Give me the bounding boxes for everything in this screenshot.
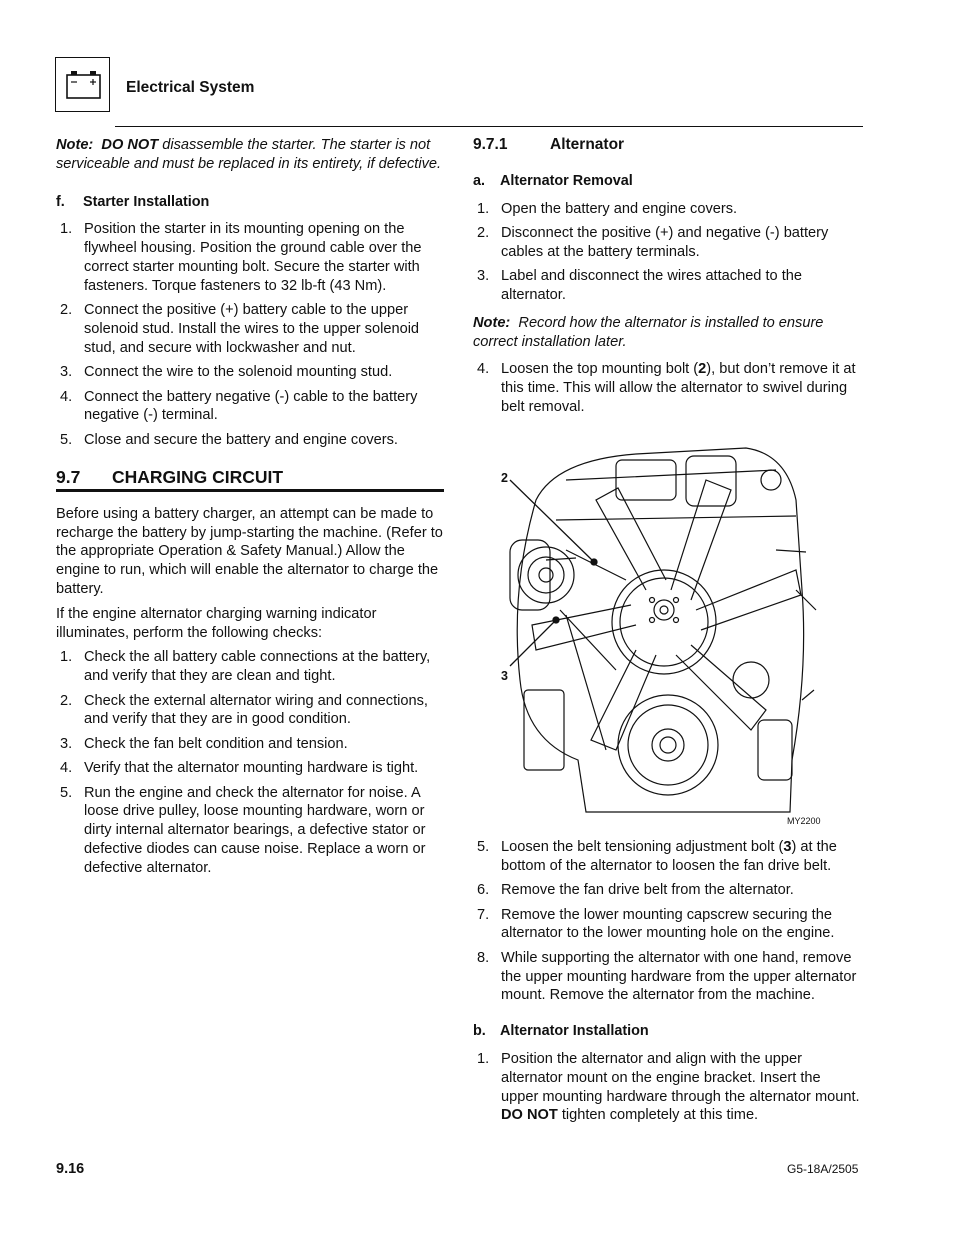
alternator-note: Note: Record how the alternator is installed to ensure correct installation later. [473, 314, 824, 350]
starter-installation-steps [56, 220, 444, 449]
alternator-removal-steps-b [473, 838, 861, 1005]
page-number: 9.16 [56, 1161, 85, 1177]
list-item: 5. Close and secure the battery and engine covers. [60, 431, 398, 448]
checks-intro-paragraph: If the engine alternator charging warning indicator illuminates, perform the following checks: [56, 605, 377, 641]
engine-front-illustration [496, 440, 832, 828]
list-item: 1. Check the all battery cable connections at the battery, and verify that they are clean and tight. [60, 649, 431, 685]
list-item: 1. Position the starter in its mounting opening on the flywheel housing. Position the ground cable over the correct starter mounting bolt. Secure the starter with fasteners. Torque fasteners to 32 lb-ft (43 Nm). [60, 221, 422, 294]
page-header-title: Electrical System [126, 79, 255, 96]
section-heading-charging-circuit: 9.7 CHARGING CIRCUIT [56, 466, 284, 487]
list-item: 4. Verify that the alternator mounting hardware is tight. [60, 760, 419, 777]
right-column-top [473, 136, 861, 422]
list-item: 2. Check the external alternator wiring and connections, and verify that they are in good condition. [60, 692, 428, 728]
figure-code: MY2200 [787, 816, 821, 826]
right-column-bottom [473, 838, 861, 1131]
subsection-heading-alternator: 9.7.1 Alternator [473, 136, 625, 153]
starter-installation-heading: f. Starter Installation [56, 193, 210, 210]
callout-label-2: 2 [501, 471, 508, 485]
alternator-installation-steps [473, 1050, 861, 1125]
alternator-installation-heading: b. Alternator Installation [473, 1023, 649, 1040]
list-item: 4. Loosen the top mounting bolt (2), but don’t remove it at this time. This will allow the alternator to swivel during belt removal. [477, 361, 856, 415]
list-item: 6. Remove the fan drive belt from the alternator. [477, 882, 794, 899]
section-rule [56, 489, 444, 492]
callout-label-3: 3 [501, 669, 508, 683]
list-item: 1. Open the battery and engine covers. [477, 200, 738, 217]
list-item: 7. Remove the lower mounting capscrew securing the alternator to the lower mounting hole on the engine. [477, 906, 835, 942]
engine-figure [496, 440, 832, 828]
battery-icon [56, 58, 108, 110]
list-item: 3. Connect the wire to the solenoid mounting stud. [60, 364, 393, 381]
left-column [56, 136, 444, 883]
list-item: 5. Loosen the belt tensioning adjustment bolt (3) at the bottom of the alternator to loosen the fan drive belt. [477, 839, 837, 874]
list-item: 2. Disconnect the positive (+) and negative (-) battery cables at the battery terminals. [477, 224, 829, 260]
battery-icon-box [55, 57, 110, 112]
document-code: G5-18A/2505 [787, 1162, 859, 1176]
list-item: 3. Label and disconnect the wires attached to the alternator. [477, 268, 802, 303]
list-item: 8. While supporting the alternator with one hand, remove the upper mounting hardware from the upper alternator mount. Remove the alternator from the machine. [477, 949, 857, 1004]
charging-intro-paragraph: Before using a battery charger, an attempt can be made to recharge the battery by jump-starting the machine. (Refer to the appropriate Operation & Safety Manual.) Allow the engine to run, which will enable the alternator to charge the battery. [56, 505, 443, 598]
header-rule [115, 126, 863, 127]
starter-note: Note: DO NOT disassemble the starter. The starter is not serviceable and must be replaced in its entirety, if defective. [56, 137, 442, 172]
list-item: 1. Position the alternator and align with the upper alternator mount on the engine bracket. Insert the upper mounting hardware through the alternator mount. DO NOT tighten completely at this time. [477, 1050, 860, 1124]
alternator-removal-step-4 [473, 360, 861, 416]
alternator-removal-heading: a. Alternator Removal [473, 172, 633, 189]
list-item: 4. Connect the battery negative (-) cable to the battery negative (-) terminal. [60, 388, 418, 424]
list-item: 5. Run the engine and check the alternator for noise. A loose drive pulley, loose mounting hardware, worn or dirty internal alternator bearings, a defective stator or defective diodes can cause noise. Replace a worn or defective alternator. [60, 784, 426, 876]
list-item: 2. Connect the positive (+) battery cable to the upper solenoid stud. Install the wires to the upper solenoid stud, and secure with lockwasher and nut. [60, 302, 420, 356]
charging-checks-list [56, 648, 444, 877]
list-item: 3. Check the fan belt condition and tension. [60, 735, 348, 752]
alternator-removal-steps-a [473, 200, 861, 305]
